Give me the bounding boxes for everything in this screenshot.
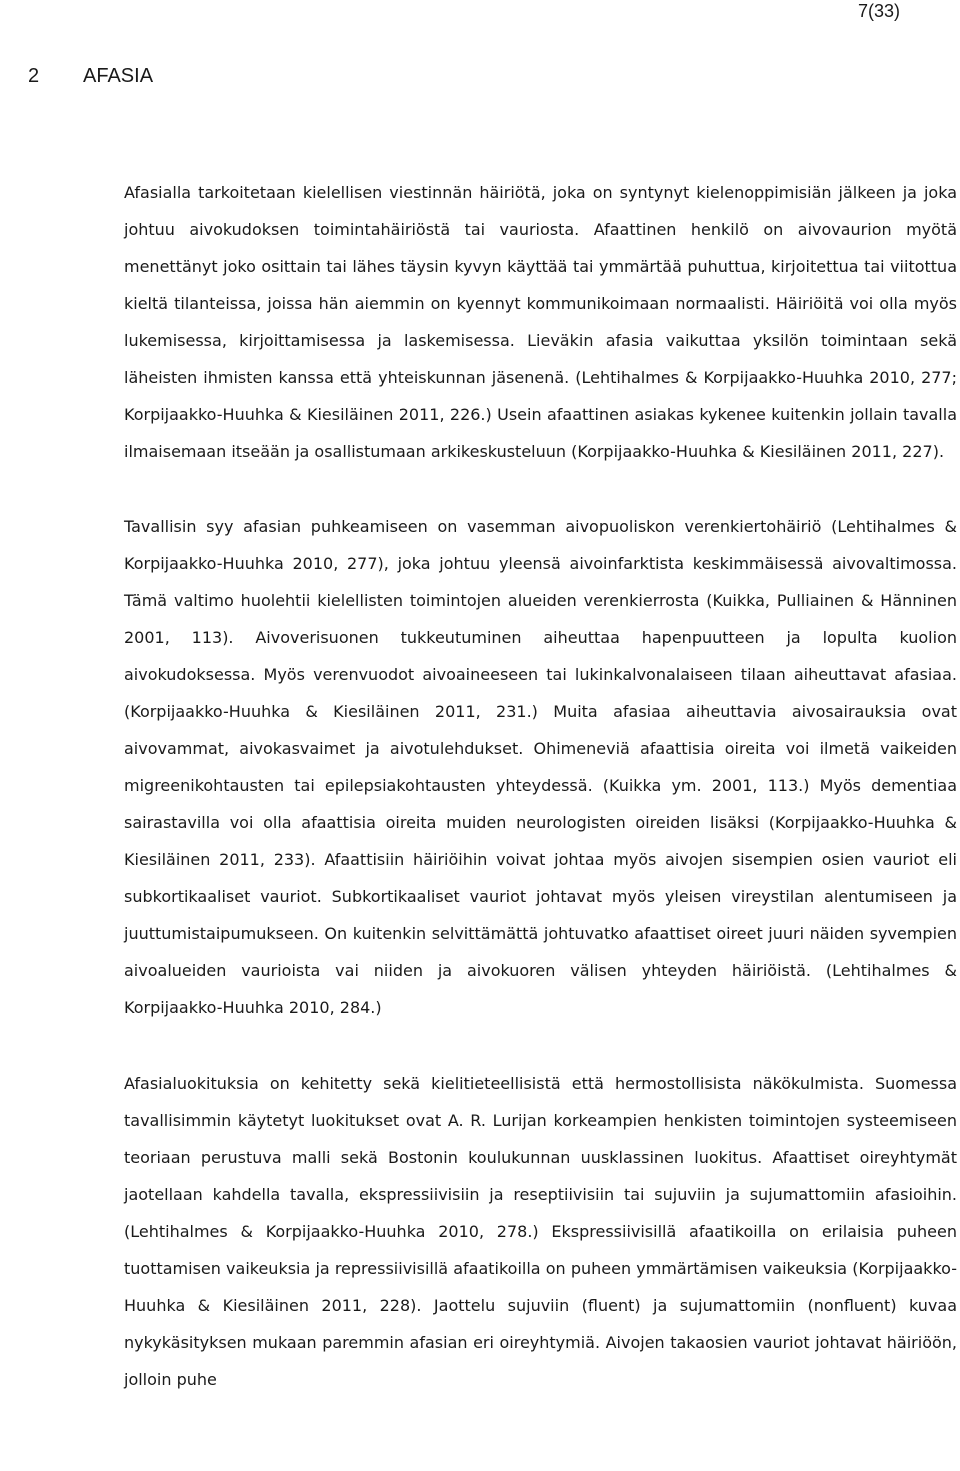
- paragraph-3: Afasialuokituksia on kehitetty sekä kielitieteellisistä että hermostollisista näkökulmista. Suomessa tavallisimmin käytetyt luokitukset ovat A. R. Lurijan korkeampien henkisten toimintojen systeemiseen teoriaan perustuva malli sekä Bostonin koulukunnan uusklassinen luokitus. Afaattiset oireyhtymät jaotellaan kahdella tavalla, ekspressiivisiin ja reseptiivisiin tai sujuviin ja sujumattomiin afasioihin. (Lehtihalmes & Korpijaakko-Huuhka 2010, 278.) Ekspressiivisillä afaatikoilla on erilaisia puheen tuottamisen vaikeuksia ja repressiivisillä afaatikoilla on puheen ymmärtämisen vaikeuksia (Korpijaakko-Huuhka & Kiesiläinen 2011, 228). Jaottelu sujuviin (fluent) ja sujumattomiin (nonfluent) kuvaa nykykäsityksen mukaan paremmin afasian eri oireyhtymiä. Aivojen takaosien vauriot johtavat häiriöön, jolloin puhe: [124, 1074, 957, 1389]
- page-number: 7(33): [857, 1, 900, 21]
- paragraph-2: Tavallisin syy afasian puhkeamiseen on vasemman aivopuoliskon verenkiertohäiriö (Lehtihalmes & Korpijaakko-Huuhka 2010, 277), joka johtuu yleensä aivoinfarktista keskimmäisessä aivovaltimossa. Tämä valtimo huolehtii kielellisten toimintojen alueiden verenkierrosta (Kuikka, Pulliainen & Hänninen 2001, 113). Aivoverisuonen tukkeutuminen aiheuttaa hapenpuutteen ja lopulta kuolion aivokudoksessa. Myös verenvuodot aivoaineeseen tai lukinkalvonalaiseen tilaan aiheuttavat afasiaa. (Korpijaakko-Huuhka & Kiesiläinen 2011, 231.) Muita afasiaa aiheuttavia aivosairauksia ovat aivovammat, aivokasvaimet ja aivotulehdukset. Ohimeneviä afaattisia oireita voi ilmetä vaikeiden migreenikohtausten tai epilepsiakohtausten yhteydessä. (Kuikka ym. 2001, 113.) Myös dementiaa sairastavilla voi olla afaattisia oireita muiden neurologisten oireiden lisäksi (Korpijaakko-Huuhka & Kiesiläinen 2011, 233). Afaattisiin häiriöihin voivat johtaa myös aivojen sisempien osien vauriot eli subkortikaaliset vauriot. Subkortikaaliset vauriot johtavat myös yleisen vireystilan alentumiseen ja juuttumistaipumukseen. On kuitenkin selvittämättä johtuvatko afaattiset oireet juuri näiden syvempien aivoalueiden vaurioista vai niiden ja aivokuoren välisen yhteyden häiriöistä. (Lehtihalmes & Korpijaakko-Huuhka 2010, 284.): [124, 517, 957, 1017]
- section-heading: [28, 64, 153, 88]
- section-title: AFASIA: [83, 65, 154, 87]
- body-text: [124, 174, 957, 1398]
- paragraph-1: Afasialla tarkoitetaan kielellisen viestinnän häiriötä, joka on syntynyt kielenoppimisiän jälkeen ja joka johtuu aivokudoksen toimintahäiriöstä tai vauriosta. Afaattinen henkilö on aivovaurion myötä menettänyt joko osittain tai lähes täysin kyvyn käyttää tai ymmärtää puhuttua, kirjoitettua tai viitottua kieltä tilanteissa, joissa hän aiemmin on kyennyt kommunikoimaan normaalisti. Häiriöitä voi olla myös lukemisessa, kirjoittamisessa ja laskemisessa. Lieväkin afasia vaikuttaa yksilön toimintaan sekä läheisten ihmisten kanssa että yhteiskunnan jäsenenä. (Lehtihalmes & Korpijaakko-Huuhka 2010, 277; Korpijaakko-Huuhka & Kiesiläinen 2011, 226.) Usein afaattinen asiakas kykenee kuitenkin jollain tavalla ilmaisemaan itseään ja osallistumaan arkikeskusteluun (Korpijaakko-Huuhka & Kiesiläinen 2011, 227).: [124, 183, 957, 461]
- section-number: 2: [28, 65, 40, 87]
